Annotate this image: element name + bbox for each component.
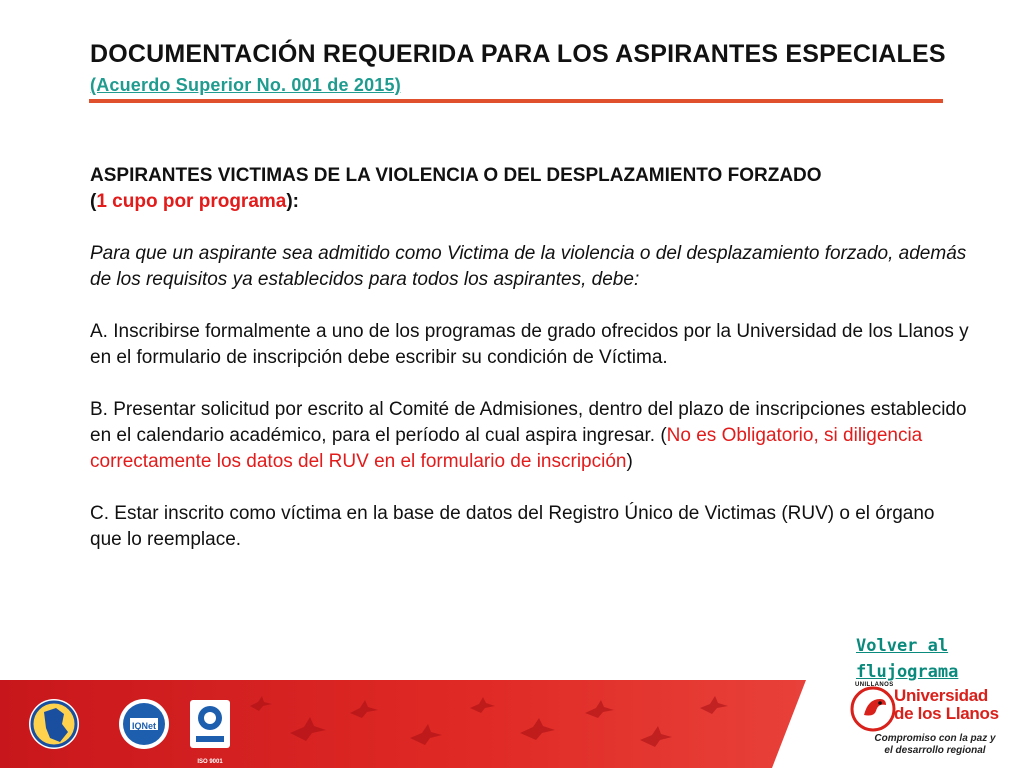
university-name-line1: Universidad xyxy=(894,686,989,705)
colombia-map-logo xyxy=(29,699,79,749)
requirement-b-close: ) xyxy=(626,451,633,472)
title-underline-rule xyxy=(89,99,943,103)
quota-open-paren: ( xyxy=(90,191,97,212)
quota-close-paren: ): xyxy=(286,191,300,212)
section-heading xyxy=(90,163,970,215)
title-agreement-reference: (Acuerdo Superior No. 001 de 2015) xyxy=(90,75,401,95)
university-name-line2: de los Llanos xyxy=(894,704,999,723)
university-bird-emblem-icon xyxy=(850,685,896,733)
iso-label: ISO 9001 xyxy=(197,758,223,765)
page-title xyxy=(90,40,950,100)
requirement-c: C. Estar inscrito como víctima en la base de datos del Registro Único de Victimas (RUV) o el órgano que lo reemplace. xyxy=(90,503,935,550)
university-logo xyxy=(850,682,1020,765)
requirement-a: A. Inscribirse formalmente a uno de los programas de grado ofrecidos por la Universidad de los Llanos y en el formulario de inscripción debe escribir su condición de Víctima. xyxy=(90,321,969,368)
requirement-b xyxy=(90,397,970,475)
requirement-b-note: No es Obligatorio, si diligencia correctamente los datos del RUV en el formulario de inscripción xyxy=(90,425,923,472)
section-heading-text: ASPIRANTES VICTIMAS DE LA VIOLENCIA O DEL DESPLAZAMIENTO FORZADO xyxy=(90,165,822,186)
university-motto xyxy=(850,733,1020,757)
back-link-line1: Volver al xyxy=(856,636,949,656)
university-name xyxy=(894,687,1020,723)
university-motto-line2: el desarrollo regional xyxy=(884,745,986,756)
university-motto-line1: Compromiso con la paz y xyxy=(874,733,996,744)
requirement-b-text: B. Presentar solicitud por escrito al Comité de Admisiones, dentro del plazo de inscripciones establecido en el calendario académico, para el período al cual aspira ingresar. ( xyxy=(90,399,967,446)
document-body xyxy=(90,163,970,553)
iqnet-label: IQNet xyxy=(131,721,156,731)
intro-paragraph: Para que un aspirante sea admitido como Victima de la violencia o del desplazamiento forzado, además de los requisitos ya establecidos para todos los aspirantes, debe: xyxy=(90,243,967,290)
back-link-line2: flujograma xyxy=(856,662,959,682)
quota-text: 1 cupo por programa xyxy=(96,191,287,212)
university-logo-arc-text: UNILLANOS xyxy=(855,682,894,688)
title-main: DOCUMENTACIÓN REQUERIDA PARA LOS ASPIRANTES ESPECIALES xyxy=(90,40,946,68)
iso-9001-certification-badge xyxy=(190,700,230,748)
